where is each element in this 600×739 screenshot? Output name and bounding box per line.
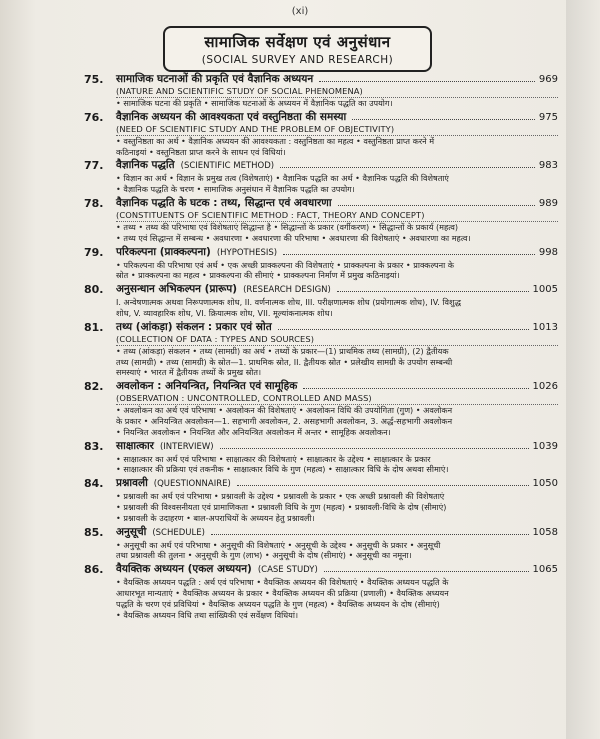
toc-entry (84, 283, 558, 319)
toc-entry-subtopics: • वैज्ञानिक पद्धति के चरण • सामाजिक अनुसंधान में वैज्ञानिक पद्धति का उपयोग। (116, 184, 355, 195)
toc-entry-number: 75. (84, 73, 104, 86)
toc-entry-english-title: (NEED OF SCIENTIFIC STUDY AND THE PROBLEM OF OBJECTIVITY) (116, 124, 558, 136)
toc-entry-title-english: (SCIENTIFIC METHOD) (180, 161, 275, 172)
toc-entry (84, 197, 558, 244)
toc-entry-subtopics: • साक्षात्कार की प्रक्रिया एवं तकनीक • साक्षात्कार विधि के गुण (महत्व) • साक्षात्कार विधि के दोष अथवा सीमाएं। (116, 464, 449, 475)
toc-entry-number: 76. (84, 110, 104, 124)
toc-entry (84, 440, 558, 476)
leader-dots (324, 571, 529, 572)
toc-entry-heading (116, 159, 558, 173)
toc-entry (84, 526, 558, 562)
toc-entry-heading (116, 477, 558, 491)
toc-entry-heading (116, 111, 558, 124)
leader-dots (303, 388, 528, 389)
toc-entry-heading (116, 246, 558, 260)
toc-entry-title-english: (RESEARCH DESIGN) (243, 285, 331, 296)
toc-entry-title: अनुसूची (116, 525, 147, 538)
toc-entry-english-title: (COLLECTION OF DATA : TYPES AND SOURCES) (116, 334, 558, 346)
toc-entry-subtopics: • नियन्त्रित अवलोकन • नियन्त्रित और अनियन्त्रित अवलोकन में अन्तर • सामूहिक अवलोकन। (116, 426, 391, 437)
leader-dots (220, 448, 529, 449)
toc-entry-subtopics: • परिकल्पना की परिभाषा एवं अर्थ • एक अच्छी प्राक्कल्पना की विशेषताएं • प्राक्कल्पना के प्रकार • प्राक्कल्पना के (116, 259, 455, 270)
leader-dots (278, 329, 529, 330)
toc-entry-subtopics: • साक्षात्कार का अर्थ एवं परिभाषा • साक्षात्कार की विशेषताएं • साक्षात्कार के उद्देश्य • साक्षात्कार के प्रकार (116, 453, 431, 464)
toc-entry-number: 79. (84, 245, 104, 259)
section-title-hindi: सामाजिक सर्वेक्षण एवं अनुसंधान (204, 33, 391, 51)
toc-entry-title-english: (HYPOTHESIS) (216, 247, 278, 258)
toc-entry-page-number: 998 (538, 246, 558, 258)
leader-dots (337, 291, 529, 292)
toc-entry (84, 246, 558, 282)
section-title-english: (SOCIAL SURVEY AND RESEARCH) (201, 54, 394, 66)
toc-entry-title: अनुसन्धान अभिकल्पन (प्रारूप) (116, 283, 238, 296)
toc-entry (84, 563, 558, 620)
leader-dots (283, 254, 535, 255)
toc-entry-english-title: (CONSTITUENTS OF SCIENTIFIC METHOD : FACT, THEORY AND CONCEPT) (116, 210, 558, 222)
toc-entry-title: तथ्य (आंकड़ा) संकलन : प्रकार एवं स्रोत (116, 320, 272, 333)
toc-entry (84, 111, 558, 158)
toc-entry-number: 85. (84, 525, 104, 539)
toc-entry-title: वैज्ञानिक अध्ययन की आवश्यकता एवं वस्तुनिष्ठता की समस्या (116, 110, 347, 123)
toc-entry-english-title: (OBSERVATION : UNCONTROLLED, CONTROLLED AND MASS) (116, 393, 558, 405)
toc-entry-title-english: (QUESTIONNAIRE) (153, 479, 231, 490)
toc-entry-subtopics: • अनुसूची का अर्थ एवं परिभाषा • अनुसूची की विशेषताएं • अनुसूची के उद्देश्य • अनुसूची के प्रकार • अनुसूची (116, 539, 441, 550)
toc-entry-subtopics: • प्रश्नावली की विश्वसनीयता एवं प्रामाणिकता • प्रश्नावली विधि के गुण (महत्व) • प्रश्नावली-विधि के दोष (सीमाएं) (116, 501, 447, 512)
table-of-contents (84, 73, 558, 622)
toc-entry-page-number: 1005 (532, 284, 558, 296)
toc-entry-page-number: 969 (538, 74, 558, 85)
leader-dots (352, 119, 535, 120)
toc-entry-number: 80. (84, 283, 104, 297)
toc-entry-page-number: 1058 (532, 526, 558, 538)
leader-dots (280, 167, 535, 168)
toc-entry-heading (116, 380, 558, 393)
toc-entry-subtopics: • वस्तुनिष्ठता का अर्थ • वैज्ञानिक अध्ययन की आवश्यकता : वस्तुनिष्ठता का महत्व • वस्तुनिष्ठता प्राप्त करने में (116, 135, 435, 146)
toc-entry-page-number: 1065 (532, 564, 558, 576)
toc-entry-page-number: 975 (538, 111, 558, 123)
toc-entry-title: साक्षात्कार (116, 439, 154, 452)
toc-entry-heading (116, 321, 558, 334)
section-title-box (163, 26, 432, 72)
toc-entry-subtopics: • विज्ञान का अर्थ • विज्ञान के प्रमुख तत्व (विशेषताएं) • वैज्ञानिक पद्धति का अर्थ • वैज्ञानिक पद्धति की विशेषताएं (116, 173, 449, 184)
leader-dots (319, 81, 535, 82)
toc-entry-title-english: (CASE STUDY) (257, 565, 318, 576)
page-number-roman: (xi) (291, 6, 309, 17)
toc-entry (84, 159, 558, 195)
toc-entry-number: 78. (84, 196, 104, 210)
toc-entry-subtopics: • तथ्य एवं सिद्धान्त में सम्बन्ध • अवधारणा • अवधारणा की परिभाषा • अवधारणा की विशेषताएं • अवधारणा का महत्व। (116, 232, 471, 243)
toc-entry-heading (116, 563, 558, 577)
toc-entry-page-number: 989 (538, 197, 558, 209)
toc-entry-page-number: 983 (538, 160, 558, 172)
toc-entry-heading (116, 73, 558, 86)
toc-entry-number: 81. (84, 320, 104, 334)
toc-entry-subtopics: कठिनाइयां • वस्तुनिष्ठता प्राप्त करने के साधन एवं विधियां। (116, 146, 286, 157)
toc-entry-title-english: (INTERVIEW) (159, 441, 214, 452)
toc-entry-title: वैज्ञानिक पद्धति के घटक : तथ्य, सिद्धान्त एवं अवधारणा (116, 196, 332, 209)
toc-entry-title: वैज्ञानिक पद्धति (116, 159, 175, 172)
toc-entry-subtopics: स्रोत • प्राक्कल्पना का महत्व • प्राक्कल्पना की सीमाएं • प्राक्कल्पना निर्माण में प्रमुख कठिनाइयां। (116, 270, 400, 281)
toc-entry-subtopics: • प्रश्नावली के उदाहरण • बाल-अपराधियों के अध्ययन हेतु प्रश्नावली। (116, 512, 315, 523)
toc-entry-heading (116, 283, 558, 297)
toc-entry-heading (116, 197, 558, 210)
toc-entry-title: प्रश्नावली (116, 477, 148, 490)
toc-entry-heading (116, 440, 558, 454)
toc-entry-subtopics: • प्रश्नावली का अर्थ एवं परिभाषा • प्रश्नावली के उद्देश्य • प्रश्नावली के प्रकार • एक अच्छी प्रश्नावली की विशेषताएं (116, 491, 445, 502)
toc-entry-subtopics: तथ्य (सामग्री) • तथ्य (सामग्री) के स्रोत—1. प्राथमिक स्रोत, II. द्वैतीयक स्रोत • प्रलेखीय सामग्री के उपयोग सम्बन्धी (116, 356, 453, 367)
toc-entry-title-english: (SCHEDULE) (152, 527, 205, 538)
toc-entry-number: 86. (84, 563, 104, 577)
toc-entry-subtopics: शोध, V. व्यावहारिक शोध, VI. क्रियात्मक शोध, VII. मूल्यांकनात्मक शोध। (116, 307, 333, 318)
toc-entry-heading (116, 526, 558, 540)
toc-entry-number: 77. (84, 159, 104, 173)
toc-entry-subtopics: • वैयक्तिक अध्ययन विधि तथा सांख्यिकी एवं सर्वेक्षण विधियां। (116, 609, 299, 620)
toc-entry-title: परिकल्पना (प्राक्कल्पना) (116, 245, 211, 258)
toc-entry (84, 380, 558, 437)
toc-entry-title: वैयक्तिक अध्ययन (एकल अध्ययन) (116, 563, 252, 576)
toc-entry-page-number: 1013 (532, 321, 558, 333)
toc-entry-page-number: 1039 (532, 440, 558, 452)
toc-entry-subtopics: आधारभूत मान्यताएं • वैयक्तिक अध्ययन के प्रकार • वैयक्तिक अध्ययन की प्रक्रिया (प्रणाली) • वैयक्तिक अध्ययन (116, 587, 449, 598)
toc-entry-subtopics: • तथ्य • तथ्य की परिभाषा एवं विशेषताएं सिद्धान्त है • सिद्धान्तों के प्रकार (वर्गीकरण) • सिद्धान्तों के प्रकार्य (महत्व) (116, 221, 459, 232)
toc-entry-title: अवलोकन : अनियन्त्रित, नियन्त्रित एवं सामूहिक (116, 380, 298, 393)
page-spine-shadow (566, 0, 600, 739)
toc-entry-subtopics: I. अन्वेषणात्मक अथवा निरूपणात्मक शोध, II. वर्णनात्मक शोध, III. परीक्षणात्मक शोध (प्रयोगात्मक शोध), IV. विशुद्ध (116, 297, 461, 308)
toc-entry-subtopics: • तथ्य (आंकड़ा) संकलन • तथ्य (सामग्री) का अर्थ • तथ्यों के प्रकार—(1) प्राथमिक तथ्य (सामग्री), (2) द्वैतीयक (116, 345, 449, 356)
toc-entry-page-number: 1026 (532, 381, 558, 393)
toc-entry-subtopics: के प्रकार • अनियन्त्रित अवलोकन—1. सहभागी अवलोकन, 2. असहभागी अवलोकन, 3. अर्द्ध-सहभागी अवलोकन (116, 415, 453, 426)
toc-entry-english-title: (NATURE AND SCIENTIFIC STUDY OF SOCIAL PHENOMENA) (116, 86, 558, 98)
toc-entry-subtopics: • अवलोकन का अर्थ एवं परिभाषा • अवलोकन की विशेषताएं • अवलोकन विधि की उपयोगिता (गुण) • अवलोकन (116, 405, 453, 416)
toc-entry (84, 73, 558, 109)
leader-dots (211, 534, 529, 535)
toc-entry (84, 477, 558, 523)
toc-entry (84, 321, 558, 378)
toc-entry-subtopics: तथा प्रश्नावली की तुलना • अनुसूची के गुण (लाभ) • अनुसूची के दोष (सीमाएं) • अनुसूची का नमूना। (116, 550, 412, 561)
toc-entry-subtopics: पद्धति के चरण एवं प्रविधियां • वैयक्तिक अध्ययन पद्धति के गुण (महत्व) • वैयक्तिक अध्ययन के दोष (सीमाएं) (116, 598, 440, 609)
toc-entry-number: 82. (84, 380, 104, 394)
toc-entry-page-number: 1050 (532, 478, 558, 490)
leader-dots (338, 205, 535, 206)
toc-entry-subtopics: • वैयक्तिक अध्ययन पद्धति : अर्थ एवं परिभाषा • वैयक्तिक अध्ययन की विशेषताएं • वैयक्तिक अध्ययन पद्धति के (116, 577, 449, 588)
leader-dots (237, 485, 529, 486)
toc-entry-title: सामाजिक घटनाओं की प्रकृति एवं वैज्ञानिक अध्ययन (116, 73, 314, 85)
toc-entry-subtopics: समस्याएं • भारत में द्वैतीयक तथ्यों के प्रमुख स्रोत। (116, 367, 262, 378)
toc-entry-number: 83. (84, 439, 104, 453)
toc-entry-number: 84. (84, 477, 104, 491)
toc-entry-subtopics: • सामाजिक घटना की प्रकृति • सामाजिक घटनाओं के अध्ययन में वैज्ञानिक पद्धति का उपयोग। (116, 98, 393, 108)
